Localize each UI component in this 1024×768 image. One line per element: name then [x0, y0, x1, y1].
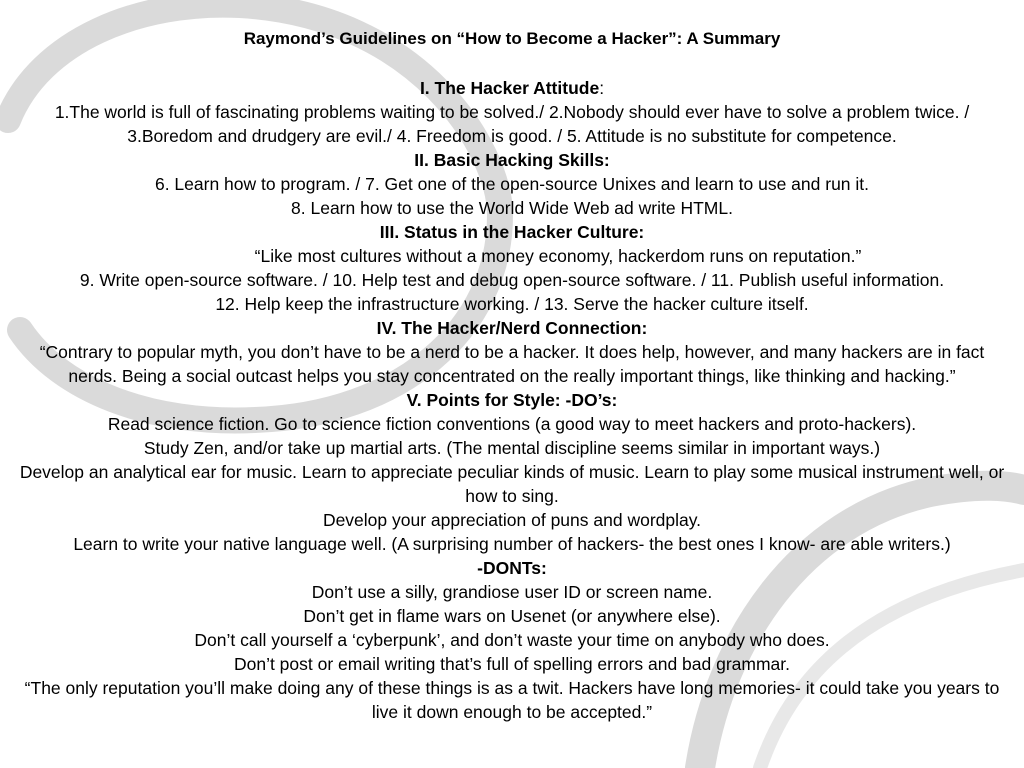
section2-heading: II. Basic Hacking Skills:: [414, 150, 610, 170]
section3-heading: III. Status in the Hacker Culture:: [379, 222, 645, 242]
dos-item: Develop an analytical ear for music. Learn to appreciate peculiar kinds of music. Learn to play some musical instrument well, or how to sing.: [19, 462, 1005, 506]
section4-heading: IV. The Hacker/Nerd Connection:: [376, 318, 648, 338]
section5-heading: V. Points for Style: -DO’s:: [406, 390, 618, 410]
donts-item: Don’t post or email writing that’s full of spelling errors and bad grammar.: [233, 654, 791, 674]
dos-item: Read science fiction. Go to science fiction conventions (a good way to meet hackers and proto-hackers).: [107, 414, 917, 434]
section4-text: “Contrary to popular myth, you don’t have to be a nerd to be a hacker. It does help, however, and many hackers are in fact nerds. Being a social outcast helps you stay concentrated on the really important things, like thinking and hacking.”: [39, 342, 985, 386]
slide-title: Raymond’s Guidelines on “How to Become a Hacker”: A Summary: [243, 29, 781, 48]
section2-line2: 8. Learn how to use the World Wide Web ad write HTML.: [291, 198, 733, 218]
dos-item: Study Zen, and/or take up martial arts. (The mental discipline seems similar in important ways.): [143, 438, 881, 458]
section1-heading: I. The Hacker Attitude: [419, 78, 600, 98]
donts-heading: -DONTs:: [477, 558, 547, 578]
donts-item: Don’t call yourself a ‘cyberpunk’, and don’t waste your time on anybody who does.: [194, 630, 830, 650]
slide-content: [0, 28, 1024, 724]
section1-text: 1.The world is full of fascinating problems waiting to be solved./ 2.Nobody should ever have to solve a problem twice. / 3.Boredom and drudgery are evil./ 4. Freedom is good. / 5. Attitude is no substitute for competence.: [54, 102, 970, 146]
dos-item: Learn to write your native language well. (A surprising number of hackers- the best ones I know- are able writers.): [73, 534, 951, 554]
section3-line1: 9. Write open-source software. / 10. Help test and debug open-source software. / 11. Publish useful information.: [79, 270, 945, 290]
section3-quote: “Like most cultures without a money economy, hackerdom runs on reputation.”: [254, 246, 862, 266]
section3-line2: 12. Help keep the infrastructure working. / 13. Serve the hacker culture itself.: [215, 294, 809, 314]
section1-heading-suffix: :: [599, 78, 605, 98]
donts-item: Don’t use a silly, grandiose user ID or screen name.: [311, 582, 713, 602]
donts-item: Don’t get in flame wars on Usenet (or anywhere else).: [303, 606, 721, 626]
section2-line1: 6. Learn how to program. / 7. Get one of the open-source Unixes and learn to use and run it.: [154, 174, 870, 194]
section1-heading-line: [0, 76, 1024, 100]
dos-item: Develop your appreciation of puns and wordplay.: [322, 510, 702, 530]
closing-quote: “The only reputation you’ll make doing any of these things is as a twit. Hackers have long memories- it could take you years to live it down enough to be accepted.”: [24, 678, 1000, 722]
